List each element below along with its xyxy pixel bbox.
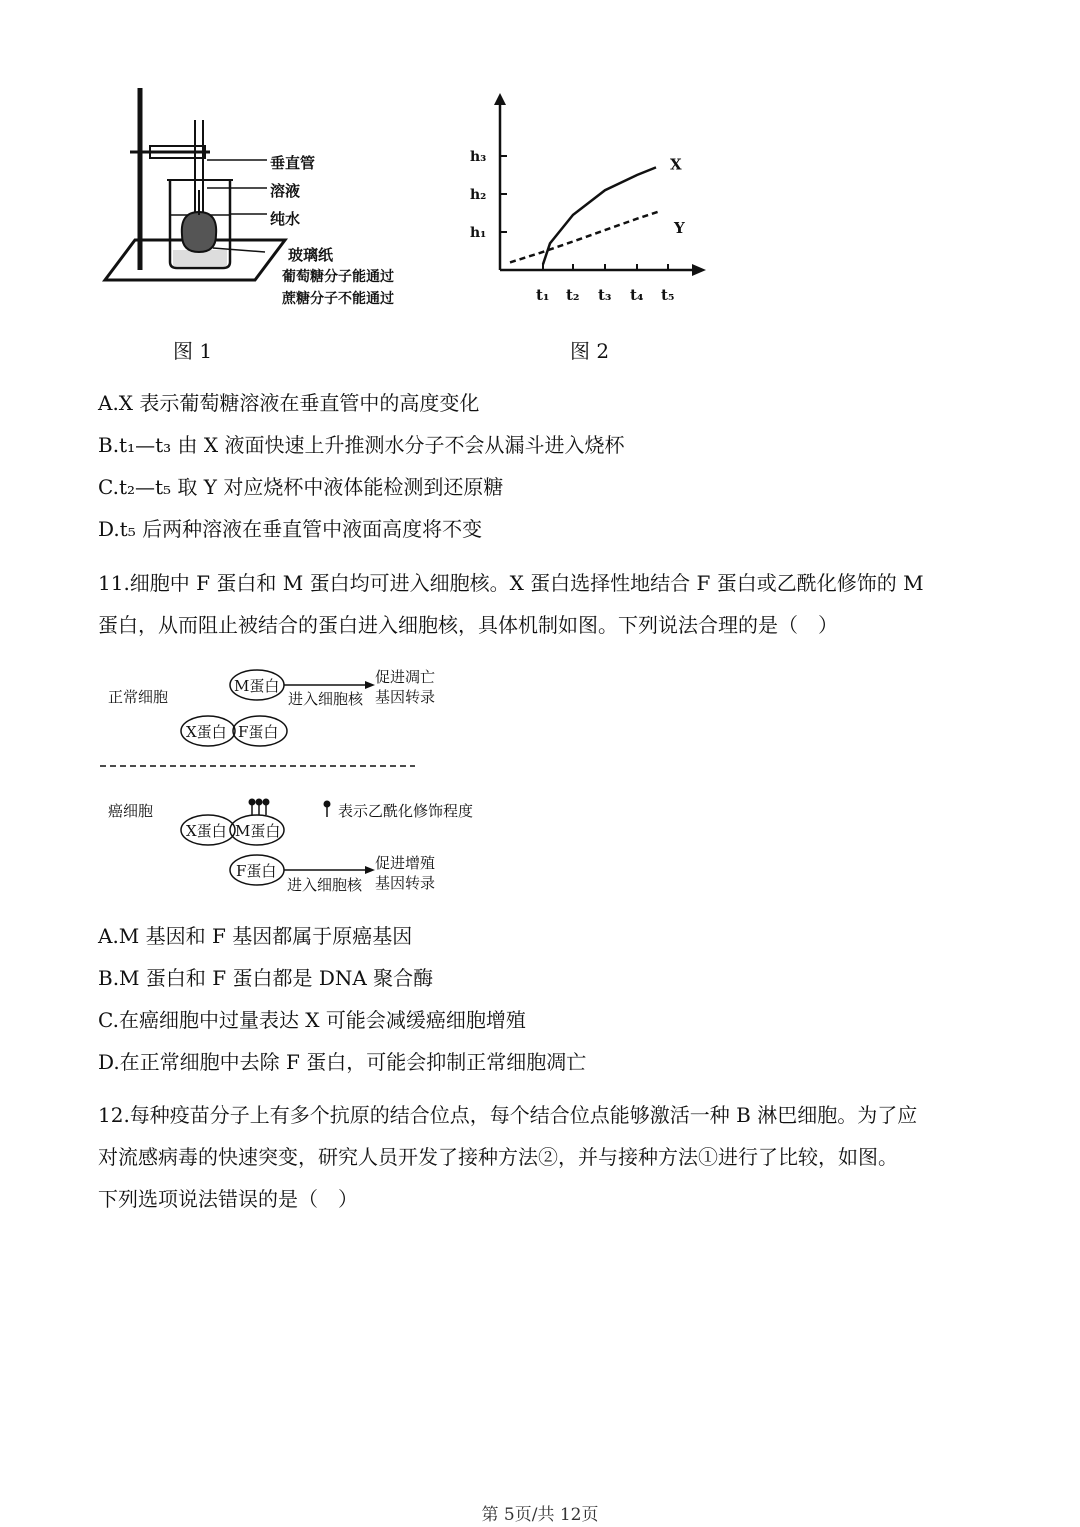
q10-option-d: D.t₅ 后两种溶液在垂直管中液面高度将不变 xyxy=(98,517,483,541)
figure2-chart xyxy=(460,85,720,315)
q11-stem-line1: 11.细胞中 F 蛋白和 M 蛋白均可进入细胞核。X 蛋白选择性地结合 F 蛋白或乙酰化修饰的 M xyxy=(98,571,924,595)
label-glucose-passes: 葡萄糖分子能通过 xyxy=(282,269,394,285)
q11-option-b: B.M 蛋白和 F 蛋白都是 DNA 聚合酶 xyxy=(98,966,434,990)
q11-stem-line2: 蛋白，从而阻止被结合的蛋白进入细胞核，具体机制如图。下列说法合理的是（ ） xyxy=(98,613,838,637)
q10-option-a: A.X 表示葡萄糖溶液在垂直管中的高度变化 xyxy=(98,391,480,415)
figure2-caption: 图 2 xyxy=(570,339,610,363)
label-solution: 溶液 xyxy=(270,182,301,200)
y-tick-label-2: h₂ xyxy=(470,187,487,203)
acetyl-legend-text: 表示乙酰化修饰程度 xyxy=(338,802,474,820)
series-label-Y: Y xyxy=(674,219,685,238)
y-axis-arrow xyxy=(494,93,506,105)
f-protein-label-normal: F蛋白 xyxy=(238,723,279,741)
q10-option-c: C.t₂—t₅ 取 Y 对应烧杯中液体能检测到还原糖 xyxy=(98,475,504,499)
series-line-X xyxy=(543,167,656,264)
x-tick-label-3: t₃ xyxy=(598,286,612,304)
m-protein-label-cancer: M蛋白 xyxy=(235,822,281,840)
label-vertical-tube: 垂直管 xyxy=(270,154,316,172)
q11-option-c: C.在癌细胞中过量表达 X 可能会减缓癌细胞增殖 xyxy=(98,1008,526,1032)
enter-nucleus-label-normal: 进入细胞核 xyxy=(288,690,364,708)
normal-cell-label: 正常细胞 xyxy=(108,688,169,706)
m-protein-label-normal: M蛋白 xyxy=(234,677,280,695)
q11-option-d: D.在正常细胞中去除 F 蛋白，可能会抑制正常细胞凋亡 xyxy=(98,1050,587,1074)
x-tick-label-5: t₅ xyxy=(661,286,675,304)
f-protein-label-cancer: F蛋白 xyxy=(236,862,277,880)
page-footer: 第 5页/共 12页 xyxy=(481,1505,599,1525)
x-tick-label-1: t₁ xyxy=(536,286,550,304)
series-line-Y xyxy=(510,211,660,262)
x-tick-label-2: t₂ xyxy=(566,286,580,304)
figure1-caption: 图 1 xyxy=(173,339,213,363)
q10-option-b: B.t₁—t₃ 由 X 液面快速上升推测水分子不会从漏斗进入烧杯 xyxy=(98,433,625,457)
enter-nucleus-label-cancer: 进入细胞核 xyxy=(287,876,363,894)
q12-stem-line2: 对流感病毒的快速突变，研究人员开发了接种方法②，并与接种方法①进行了比较，如图。 xyxy=(98,1145,898,1169)
gene-transcription-label-2: 基因转录 xyxy=(375,874,436,892)
label-cellophane: 玻璃纸 xyxy=(288,246,334,264)
acetyl-pins xyxy=(249,799,270,816)
promote-proliferation-label: 促进增殖 xyxy=(375,854,436,872)
x-protein-label-normal: X蛋白 xyxy=(186,723,227,741)
promote-apoptosis-label: 促进凋亡 xyxy=(375,668,436,686)
q12-stem-line1: 12.每种疫苗分子上有多个抗原的结合位点，每个结合位点能够激活一种 B 淋巴细胞。为了应 xyxy=(98,1103,918,1127)
y-tick-label-3: h₃ xyxy=(470,149,487,165)
x-axis-arrow xyxy=(692,264,706,276)
label-pure-water: 纯水 xyxy=(270,210,301,228)
series-label-X: X xyxy=(670,155,682,174)
label-sucrose-blocked: 蔗糖分子不能通过 xyxy=(282,291,394,307)
y-tick-label-1: h₁ xyxy=(470,225,487,241)
x-protein-label-cancer: X蛋白 xyxy=(186,822,227,840)
q11-option-a: A.M 基因和 F 基因都属于原癌基因 xyxy=(98,924,413,948)
x-tick-label-4: t₄ xyxy=(630,286,644,304)
q12-stem-line3: 下列选项说法错误的是（ ） xyxy=(98,1187,358,1211)
acetyl-legend-pin xyxy=(324,801,331,818)
gene-transcription-label-1: 基因转录 xyxy=(375,688,436,706)
cancer-cell-label: 癌细胞 xyxy=(108,802,154,820)
